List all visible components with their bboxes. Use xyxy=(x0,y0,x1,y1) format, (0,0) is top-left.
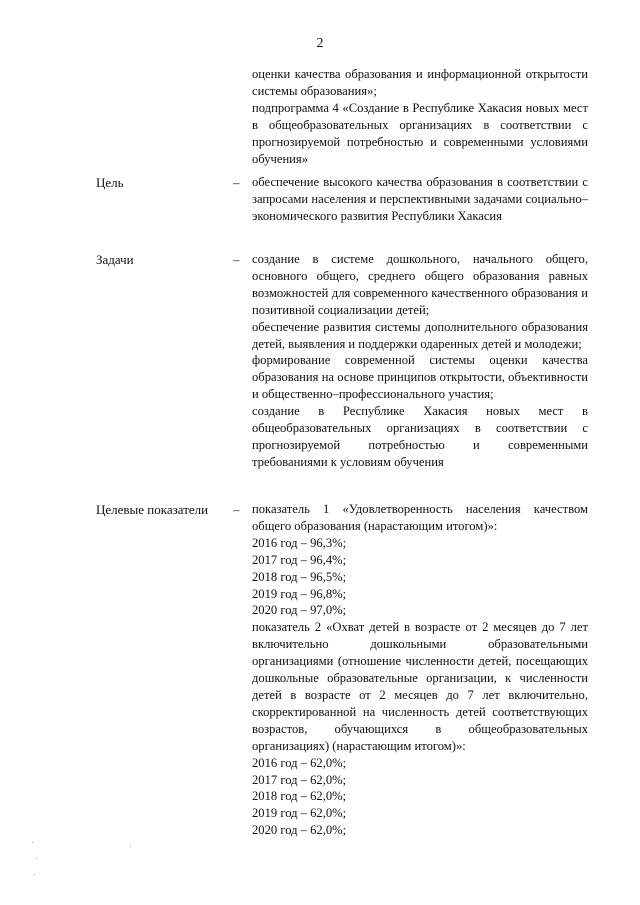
indicator-2-year: 2017 год – 62,0%; xyxy=(252,772,347,787)
goal-label: Цель xyxy=(96,175,124,190)
task-item-4: создание в Республике Хакасия новых мест в общеобразовательных организациях в соответствии с прогнозируемой потребностью и современными требованиями к условиям обучения xyxy=(252,404,588,469)
indicator-1-title: показатель 1 «Удовлетворенность населения качеством общего образования (нарастающим итогом)»: xyxy=(252,502,588,533)
tasks-block xyxy=(252,251,588,471)
goal-text: обеспечение высокого качества образования в соответствии с запросами населения и перспективными задачами социально–экономического развития Республики Хакасия xyxy=(252,175,588,223)
scan-speck xyxy=(34,874,35,875)
scan-speck xyxy=(36,858,37,859)
goal-text-block xyxy=(252,174,588,225)
indicator-2-title: показатель 2 «Охват детей в возрасте от 2 месяцев до 7 лет включительно дошкольными образовательными организациями (отношение численности детей, посещающих дошкольные образовательные организации, к численности детей в возрасте от 2 месяцев до 7 лет включительно, скорректированной на численность детей соответствующих возрастов, обучающихся в общеобразовательных организациях) (нарастающим итогом)»: xyxy=(252,620,588,753)
indicator-2-year: 2020 год – 62,0%; xyxy=(252,823,347,838)
intro-line-1: оценки качества образования и информационной открытости системы образования»; xyxy=(252,67,588,98)
task-item-1: создание в системе дошкольного, начального общего, основного общего, среднего общего образования равных возможностей для современного качественного образования и позитивной социализации детей; xyxy=(252,252,588,317)
tasks-dash: – xyxy=(233,252,240,267)
indicator-1-year: 2018 год – 96,5%; xyxy=(252,569,347,584)
indicator-1-year: 2019 год – 96,8%; xyxy=(252,586,347,601)
indicators-label: Целевые показатели xyxy=(96,502,209,517)
task-item-3: формирование современной системы оценки качества образования на основе принципов открытости, объективности и общественно–профессионального участия; xyxy=(252,353,588,402)
indicator-1-year: 2020 год – 97,0%; xyxy=(252,603,347,618)
goal-dash: – xyxy=(233,175,240,190)
indicators-block xyxy=(252,501,588,839)
indicator-2-year: 2018 год – 62,0%; xyxy=(252,789,347,804)
intro-block xyxy=(252,66,588,167)
intro-line-2: подпрограмма 4 «Создание в Республике Хакасия новых мест в общеобразовательных организациях в соответствии с прогнозируемой потребностью и современными условиями обучения» xyxy=(252,100,588,166)
indicator-1-year: 2017 год – 96,4%; xyxy=(252,552,347,567)
task-item-2: обеспечение развития системы дополнительного образования детей, выявления и поддержки одаренных детей и молодежи; xyxy=(252,319,588,351)
indicator-2-year: 2019 год – 62,0%; xyxy=(252,806,347,821)
page-number: 2 xyxy=(316,36,324,51)
indicator-1-year: 2016 год – 96,3%; xyxy=(252,535,347,550)
tasks-label: Задачи xyxy=(96,252,134,267)
indicators-dash: – xyxy=(233,502,240,517)
indicator-2-year: 2016 год – 62,0%; xyxy=(252,755,347,770)
scan-speck xyxy=(130,846,131,847)
scan-speck xyxy=(32,842,33,843)
